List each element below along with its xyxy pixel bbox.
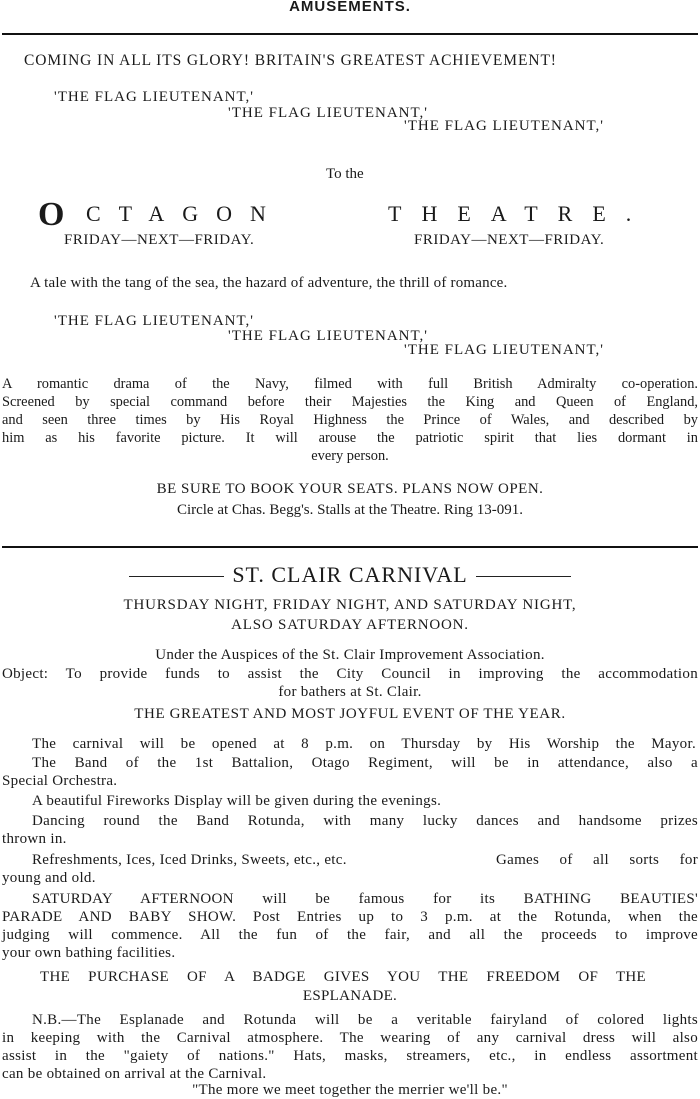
theatre-word: THEATRE. bbox=[388, 201, 652, 226]
carnival-nights: THURSDAY NIGHT, FRIDAY NIGHT, AND SATURDAY NIGHT, bbox=[123, 597, 577, 613]
refresh-line-2: young and old. bbox=[2, 870, 96, 886]
title-dash-right bbox=[476, 576, 571, 577]
nb-last: can be obtained on arrival at the Carnival. bbox=[2, 1066, 267, 1082]
band-line-1: The Band of the 1st Battalion, Otago Regiment, will be in attendance, also a bbox=[32, 755, 698, 771]
carnival-title-text: ST. CLAIR CARNIVAL bbox=[232, 562, 468, 587]
book-seats: BE SURE TO BOOK YOUR SEATS. PLANS NOW OPEN. bbox=[156, 481, 544, 497]
band-line-2: Special Orchestra. bbox=[2, 773, 118, 789]
to-the: To the bbox=[326, 166, 364, 182]
plans-line: Circle at Chas. Begg's. Stalls at the Theatre. Ring 13-091. bbox=[176, 502, 524, 518]
motto: "The more we meet together the merrier we'll be." bbox=[192, 1082, 508, 1098]
top-rule bbox=[2, 33, 698, 35]
fireworks-line: A beautiful Fireworks Display will be given during the evenings. bbox=[32, 793, 442, 809]
carnival-afternoon: ALSO SATURDAY AFTERNOON. bbox=[231, 617, 469, 633]
greatest-event: THE GREATEST AND MOST JOYFUL EVENT OF THE YEAR. bbox=[134, 706, 566, 722]
dancing-line-2: thrown in. bbox=[2, 831, 67, 847]
auspices: Under the Auspices of the St. Clair Improvement Association. bbox=[155, 647, 545, 663]
badge-line-1: THE PURCHASE OF A BADGE GIVES YOU THE FREEDOM OF THE bbox=[40, 969, 646, 985]
flag-title-4: 'THE FLAG LIEUTENANT,' bbox=[54, 313, 255, 329]
description-line-3: and seen three times by His Royal Highness the Prince of Wales, and described by bbox=[2, 412, 698, 428]
tagline: A tale with the tang of the sea, the hazard of adventure, the thrill of romance. bbox=[30, 275, 508, 291]
octagon-initial: O bbox=[38, 196, 65, 233]
saturday-line-2: PARADE AND BABY SHOW. Post Entries up to 3 p.m. at the Rotunda, when the bbox=[2, 909, 698, 925]
badge-line-2: ESPLANADE. bbox=[302, 988, 398, 1004]
flag-title-1: 'THE FLAG LIEUTENANT,' bbox=[54, 89, 255, 105]
opened-line: The carnival will be opened at 8 p.m. on Thursday by His Worship the Mayor. bbox=[32, 736, 696, 752]
coming-line: COMING IN ALL ITS GLORY! BRITAIN'S GREATEST ACHIEVEMENT! bbox=[24, 52, 557, 69]
description-line-4: him as his favorite picture. It will arouse the patriotic spirit that lies dormant in bbox=[2, 430, 698, 446]
friday-right: FRIDAY—NEXT—FRIDAY. bbox=[414, 232, 605, 248]
nb-line-1: N.B.—The Esplanade and Rotunda will be a veritable fairyland of colored lights bbox=[32, 1012, 698, 1028]
flag-title-3: 'THE FLAG LIEUTENANT,' bbox=[404, 118, 605, 134]
saturday-last: your own bathing facilities. bbox=[2, 945, 176, 961]
saturday-line-3: judging will commence. All the fun of the fair, and all the proceeds to improve bbox=[2, 927, 698, 943]
dancing-line-1: Dancing round the Band Rotunda, with many lucky dances and handsome prizes bbox=[32, 813, 698, 829]
nb-line-3: assist in the "gaiety of nations." Hats, masks, streamers, etc., in endless assortment bbox=[2, 1048, 698, 1064]
description-last: every person. bbox=[311, 448, 389, 464]
section-heading: AMUSEMENTS. bbox=[289, 0, 411, 15]
flag-title-5: 'THE FLAG LIEUTENANT,' bbox=[228, 328, 429, 344]
flag-title-6: 'THE FLAG LIEUTENANT,' bbox=[404, 342, 605, 358]
friday-left: FRIDAY—NEXT—FRIDAY. bbox=[64, 232, 255, 248]
middle-rule bbox=[2, 546, 698, 548]
object-cont: for bathers at St. Clair. bbox=[278, 684, 422, 700]
object-line: Object: To provide funds to assist the City Council in improving the accommodation bbox=[2, 666, 698, 682]
nb-line-2: in keeping with the Carnival atmosphere. The wearing of any carnival dress will also bbox=[2, 1030, 698, 1046]
refresh-games: Games of all sorts for bbox=[496, 852, 698, 868]
description-line-2: Screened by special command before their Majesties the King and Queen of England, bbox=[2, 394, 698, 410]
refresh-line-1: Refreshments, Ices, Iced Drinks, Sweets, etc., etc. bbox=[32, 852, 347, 868]
description-line-1: A romantic drama of the Navy, filmed with full British Admiralty co-operation. bbox=[2, 376, 698, 392]
carnival-title bbox=[0, 562, 700, 588]
flag-title-2: 'THE FLAG LIEUTENANT,' bbox=[228, 105, 429, 121]
octagon-word: CTAGON bbox=[86, 201, 284, 226]
saturday-line-1: SATURDAY AFTERNOON will be famous for its BATHING BEAUTIES' bbox=[32, 891, 698, 907]
title-dash-left bbox=[129, 576, 224, 577]
